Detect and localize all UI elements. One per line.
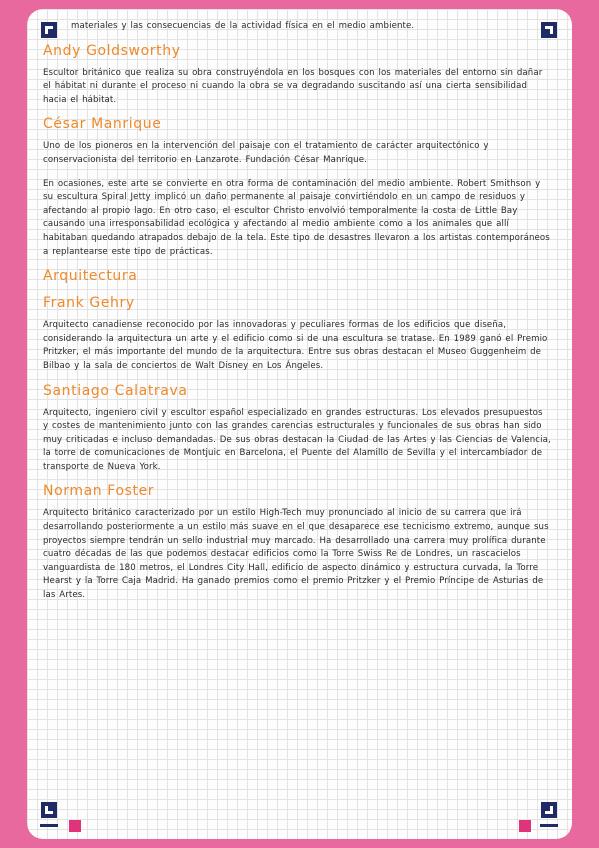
pink-marker bbox=[69, 820, 81, 832]
section-paragraph: Arquitecto, ingeniero civil y escultor español especializado en grandes estructuras. Los elevados presupuestos y costes de mantenimiento junto con las grandes carencias estructurales y funcionales de sus obras han sido muy criticadas e incluso demandadas. De sus obras destacan la Ciudad de las Artes y las Ciencias de Valencia, la torre de comunicaciones de Montjuic en Barcelona, el Puente del Alamillo de Sevilla y el intercambiador de transporte de Nueva York. bbox=[43, 407, 551, 472]
section-heading: Santiago Calatrava bbox=[43, 382, 188, 399]
section-heading: Norman Foster bbox=[43, 483, 155, 500]
corner-bar bbox=[540, 824, 558, 827]
section-paragraph: Escultor británico que realiza su obra construyéndola en los bosques con los materiales del entorno sin dañar el hábitat ni durante el proceso ni cuando la obra se va degradando suscitando así una cierta sensibilidad hacia el hábitat. bbox=[43, 67, 543, 105]
grid-paper bbox=[27, 9, 572, 839]
corner-marker-icon bbox=[40, 801, 58, 819]
section-heading: Frank Gehry bbox=[43, 295, 135, 312]
section-heading: Andy Goldsworthy bbox=[43, 42, 181, 59]
corner-bar bbox=[40, 824, 58, 827]
section-paragraph: En ocasiones, este arte se convierte en otra forma de contaminación del medio ambiente. Robert Smithson y su escultura Spiral Jetty implicó un daño permanente al paisaje convirtiéndolo en un campo de residuos y afectando al propio lago. En otro caso, el escultor Christo envolvió temporalmente la costa de Little Bay causando una irresponsabilidad ecológica y afectando al medio ambiente como a los animales que allí habitaban quedando atrapados debajo de la tela. Este tipo de desastres llevaron a los artistas contemporáneos a replantearse este tipo de prácticas. bbox=[43, 178, 550, 257]
section-paragraph: Uno de los pioneros en la intervención del paisaje con el tratamiento de carácter arquitectónico y conservacionista del territorio en Lanzarote. Fundación César Manrique. bbox=[43, 141, 489, 165]
notes-content bbox=[43, 20, 551, 603]
section-heading: Arquitectura bbox=[43, 268, 138, 285]
intro-text: materiales y las consecuencias de la actividad física en el medio ambiente. bbox=[71, 21, 415, 31]
pink-marker bbox=[519, 820, 531, 832]
section-paragraph: Arquitecto británico caracterizado por un estilo High-Tech muy pronunciado al inicio de su carrera que irá desarrollando posteriormente a un estilo más suave en el que desaparece ese tecnicismo extremo, aunque sus proyectos siempre tendrán un sello industrial muy marcado. Ha desarrollado una carrera muy prolífica durante cuatro décadas de las que podemos destacar edificios como la Torre Swiss Re de Londres, un rascacielos vanguardista de 180 metros, el Londres City Hall, edificio de aspecto dinámico y estructura curvada, la Torre Hearst y la Torre Caja Madrid. Ha ganado premios como el premio Pritzker y el Premio Príncipe de Asturias de las Artes. bbox=[43, 508, 549, 601]
section-paragraph: Arquitecto canadiense reconocido por las innovadoras y peculiares formas de los edificios que diseña, considerando la arquitectura un arte y el edificio como si de una escultura se tratase. En 1989 ganó el Premio Pritzker, el más importante del mundo de la arquitectura. Entre sus obras destacan el Museo Guggenheim de Bilbao y la sala de conciertos de Walt Disney en Los Ángeles. bbox=[43, 320, 548, 371]
section-heading: César Manrique bbox=[43, 116, 162, 133]
corner-marker-icon bbox=[540, 801, 558, 819]
